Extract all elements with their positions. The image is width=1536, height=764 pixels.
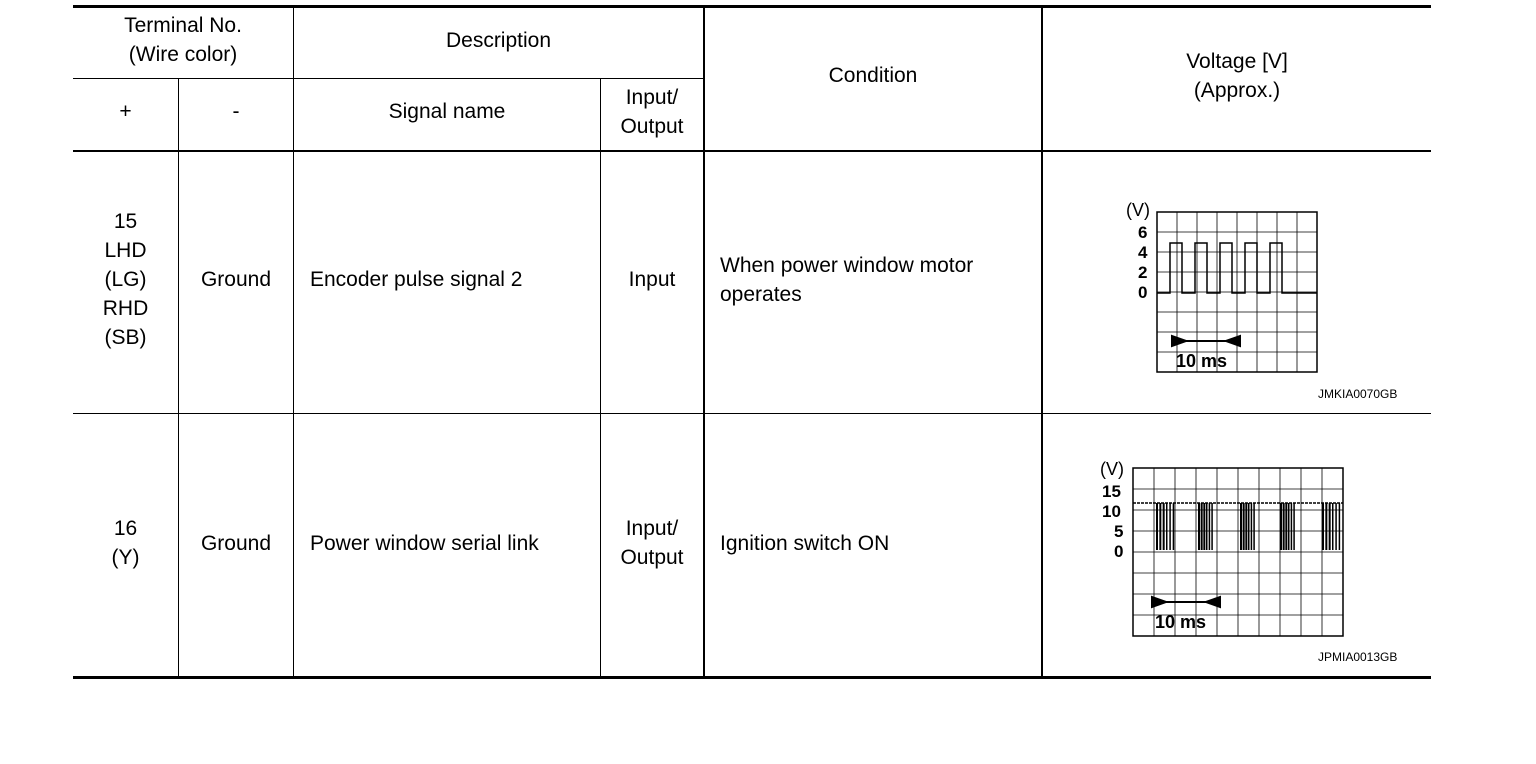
scope2-pulse (1173, 503, 1175, 550)
scope2-pulse (1288, 503, 1290, 550)
header-description: Description (445, 29, 552, 52)
table-top-rule (73, 5, 1431, 8)
header-plus: + (119, 100, 132, 123)
scope2-pulse (1243, 503, 1245, 550)
row2-condition: Ignition switch ON (720, 532, 890, 555)
row2-scope-svg (1090, 455, 1410, 670)
header-split-rule (73, 78, 704, 79)
scope1-tick-0: 0 (1138, 283, 1148, 302)
row-divider-rule (73, 413, 1431, 414)
header-voltage: Voltage [V] (Approx.) (1186, 50, 1288, 102)
scope2-pulse (1283, 503, 1285, 550)
scope2-pulse (1198, 503, 1200, 550)
scope2-pulse (1245, 503, 1247, 550)
scope2-pulse (1159, 503, 1161, 550)
scope2-pulse (1209, 503, 1211, 550)
header-signal-name: Signal name (388, 100, 506, 123)
row1-condition: When power window motor operates (720, 254, 974, 306)
row2-terminal: 16 (Y) (111, 517, 140, 569)
scope2-pulse (1251, 503, 1253, 550)
scope2-tick-5: 5 (1114, 522, 1124, 541)
scope1-tick-4: 4 (1138, 243, 1148, 262)
scope2-pulse (1156, 503, 1158, 550)
scope1-code: JMKIA0070GB (1318, 387, 1398, 401)
col-rule-condition (703, 7, 705, 677)
scope2-pulse (1163, 503, 1165, 550)
row2-ground: Ground (200, 532, 272, 555)
row2-scope (1090, 455, 1410, 670)
col-rule-voltage (1041, 7, 1043, 677)
scope2-pulse (1293, 503, 1295, 550)
scope2-pulse (1339, 503, 1341, 550)
header-bottom-rule (73, 150, 1431, 152)
scope1-tick-6: 6 (1138, 223, 1148, 242)
scope2-time-label: 10 ms (1155, 612, 1207, 632)
row1-ground: Ground (200, 268, 272, 291)
scope1-unit: (V) (1126, 200, 1150, 220)
scope2-pulse (1332, 503, 1334, 550)
scope2-pulse (1285, 503, 1287, 550)
scope2-pulse (1206, 503, 1208, 550)
header-minus: - (232, 100, 240, 123)
row1-scope-svg (1110, 195, 1410, 405)
scope2-pulse (1240, 503, 1242, 550)
scope2-pulse (1280, 503, 1282, 550)
scope2-grid (1133, 468, 1343, 636)
scope2-pulse (1169, 503, 1171, 550)
header-terminal-no: Terminal No. (Wire color) (124, 14, 242, 66)
row2-io: Input/ Output (620, 517, 684, 569)
scope2-pulse (1329, 503, 1331, 550)
row2-signal: Power window serial link (310, 532, 539, 555)
scope2-pulse (1322, 503, 1324, 550)
scope1-grid (1157, 212, 1317, 372)
table-bottom-rule (73, 676, 1431, 679)
scope2-pulse (1291, 503, 1293, 550)
scope2-pulse (1166, 503, 1168, 550)
scope1-time-label: 10 ms (1176, 351, 1228, 371)
row1-signal: Encoder pulse signal 2 (310, 268, 523, 291)
scope2-pulse (1211, 503, 1213, 550)
scope1-time-marker (1172, 336, 1240, 346)
scope2-pulse (1325, 503, 1327, 550)
header-condition: Condition (828, 64, 918, 87)
col-rule-io (600, 79, 601, 677)
row1-terminal: 15 LHD (LG) RHD (SB) (102, 210, 149, 349)
scope2-time-marker (1152, 597, 1220, 607)
scope2-code: JPMIA0013GB (1318, 650, 1398, 664)
row1-io: Input (628, 268, 676, 291)
scope2-unit: (V) (1100, 459, 1124, 479)
col-rule-minus (178, 79, 179, 677)
scope2-pulse (1203, 503, 1205, 550)
row1-scope (1110, 195, 1410, 405)
scope2-pulse (1335, 503, 1337, 550)
scope1-tick-2: 2 (1138, 263, 1148, 282)
scope2-pulse (1253, 503, 1255, 550)
scope2-pulse (1201, 503, 1203, 550)
scope2-pulse (1248, 503, 1250, 550)
scope2-tick-10: 10 (1102, 502, 1121, 521)
scope2-tick-0: 0 (1114, 542, 1124, 561)
header-input-output: Input/ Output (620, 86, 684, 138)
scope2-tick-15: 15 (1102, 482, 1121, 501)
